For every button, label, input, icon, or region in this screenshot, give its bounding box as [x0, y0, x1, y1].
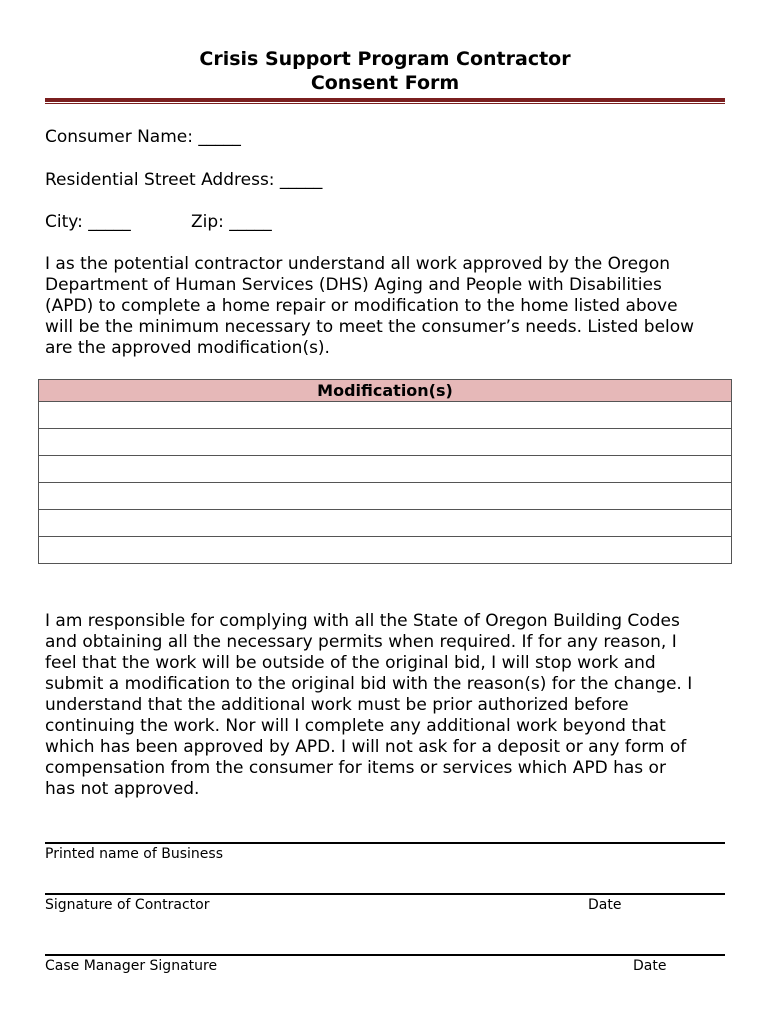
contractor-date-label: Date	[588, 897, 622, 913]
modification-row[interactable]	[39, 402, 732, 429]
modifications-table	[38, 379, 732, 564]
responsibility-line: and obtaining all the necessary permits when required. If for any reason, I	[45, 632, 677, 652]
modification-row[interactable]	[39, 456, 732, 483]
responsibility-line: submit a modification to the original bid with the reason(s) for the change. I	[45, 674, 693, 694]
case-manager-date-label: Date	[633, 958, 667, 974]
form-subtitle: Consent Form	[310, 72, 460, 94]
title-divider-thin	[45, 103, 725, 104]
form-title: Crisis Support Program Contractor	[199, 48, 571, 70]
intro-line: (APD) to complete a home repair or modification to the home listed above	[45, 296, 678, 316]
responsibility-line: continuing the work. Nor will I complete any additional work beyond that	[45, 716, 666, 736]
business-name-line[interactable]	[45, 842, 725, 844]
modification-row[interactable]	[39, 429, 732, 456]
modifications-table-header: Modification(s)	[39, 380, 732, 402]
responsibility-paragraph	[45, 611, 735, 800]
intro-line: I as the potential contractor understand all work approved by the Oregon	[45, 254, 671, 274]
consumer-name-field[interactable]: Consumer Name: _____	[45, 127, 241, 147]
intro-paragraph	[45, 254, 735, 359]
modification-row[interactable]	[39, 537, 732, 564]
intro-line: are the approved modification(s).	[45, 338, 330, 358]
responsibility-line: understand that the additional work must be prior authorized before	[45, 695, 629, 715]
zip-field[interactable]: Zip: _____	[191, 212, 272, 232]
responsibility-line: has not approved.	[45, 779, 200, 799]
city-field[interactable]: City: _____	[45, 212, 131, 232]
intro-line: will be the minimum necessary to meet the consumer’s needs. Listed below	[45, 317, 695, 337]
intro-line: Department of Human Services (DHS) Aging and People with Disabilities	[45, 275, 662, 295]
contractor-signature-line[interactable]	[45, 893, 725, 895]
responsibility-line: compensation from the consumer for items or services which APD has or	[45, 758, 666, 778]
case-manager-signature-label: Case Manager Signature	[45, 958, 218, 974]
responsibility-line: I am responsible for complying with all the State of Oregon Building Codes	[45, 611, 680, 631]
street-address-field[interactable]: Residential Street Address: _____	[45, 170, 323, 190]
contractor-signature-label: Signature of Contractor	[45, 897, 210, 913]
business-name-label: Printed name of Business	[45, 846, 223, 862]
title-divider-thick	[45, 98, 725, 102]
modification-row[interactable]	[39, 483, 732, 510]
modification-row[interactable]	[39, 510, 732, 537]
responsibility-line: feel that the work will be outside of the original bid, I will stop work and	[45, 653, 656, 673]
case-manager-signature-line[interactable]	[45, 954, 725, 956]
responsibility-line: which has been approved by APD. I will not ask for a deposit or any form of	[45, 737, 687, 757]
